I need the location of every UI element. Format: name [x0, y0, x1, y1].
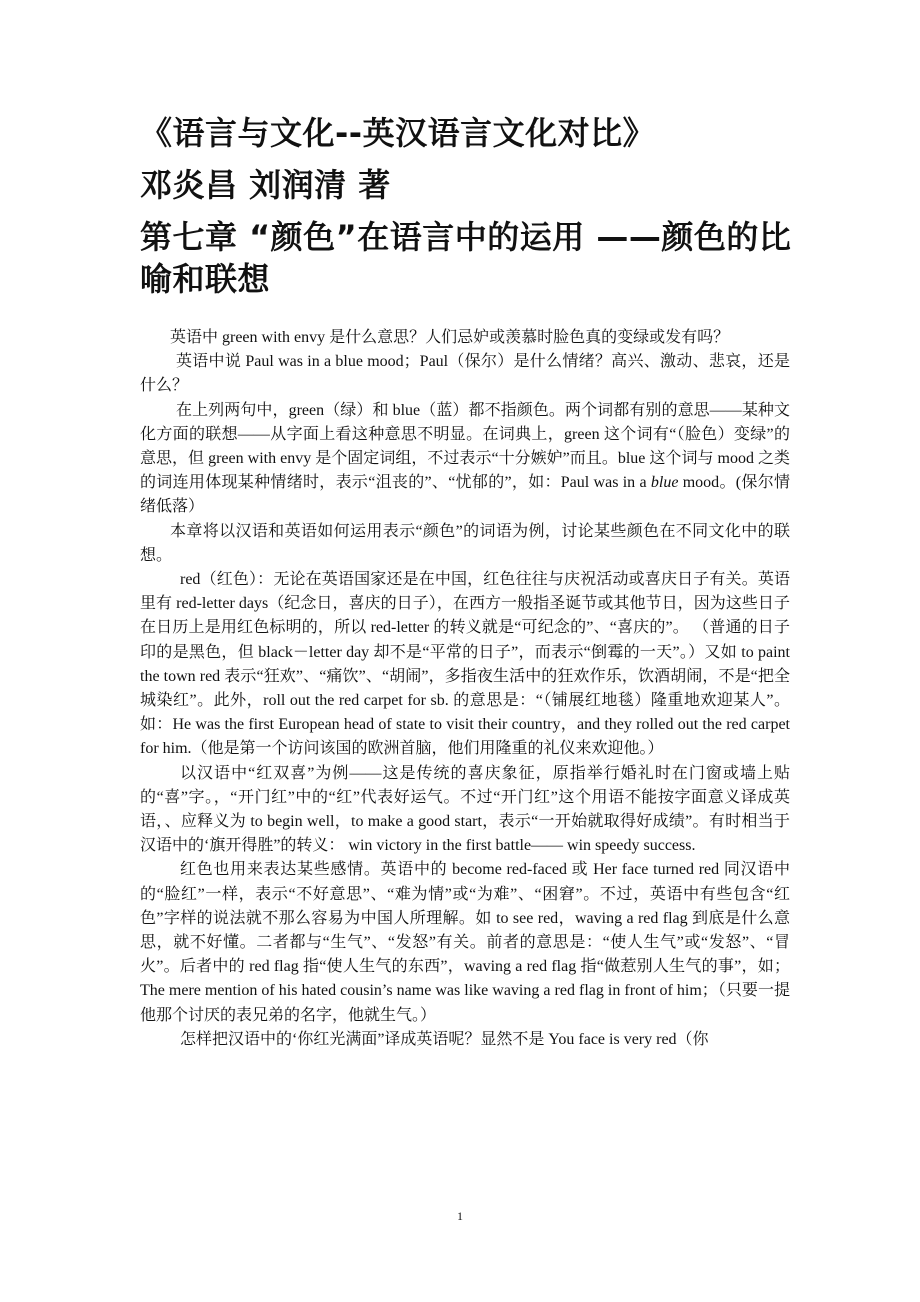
- page-number: 1: [457, 1209, 463, 1223]
- paragraph-text: 在上列两句中，green（绿）和 blue（蓝）都不指颜色。两个词都有别的意思——某种文化方面的联想——从字面上看这种意思不明显。在词典上，green 这个词有“（脸色）变绿”的意思，但 green with envy 是个固定词组，不过表示“十分嫉妒”而且。blue 这个词与 mood 之类的词连用体现某种情绪时，表示“沮丧的”、“忧郁的”，如：Paul was in a: [140, 401, 790, 492]
- paragraph: 本章将以汉语和英语如何运用表示“颜色”的词语为例，讨论某些颜色在不同文化中的联想。: [140, 522, 790, 564]
- paragraph: 英语中说 Paul was in a blue mood；Paul（保尔）是什么情绪？高兴、激动、悲哀，还是什么？: [140, 353, 790, 395]
- paragraph: red（红色）：无论在英语国家还是在中国，红色往往与庆祝活动或喜庆日子有关。英语里有 red-letter days（纪念日，喜庆的日子），在西方一般指圣诞节或其他节日，因为这些日子在日历上是用红色标明的，所以 red-letter 的转义就是“可纪念的”、“喜庆的”。 （普通的日子印的是黑色，但 black－letter day 却不是“平常的日子”，而表示“倒霉的一天”。）又如 to paint the town red 表示“狂欢”、“痛饮”、“胡闹”，多指夜生活中的狂欢作乐，饮酒胡闹，不是“把全城染红”。此外，roll out the red carpet for sb. 的意思是：“（铺展红地毯）隆重地欢迎某人”。如：He was the first European head of state to visit their country，and they rolled out the red carpet for him.（他是第一个访问该国的欧洲首脑，他们用隆重的礼仪来欢迎他。）: [140, 571, 790, 758]
- paragraph-text: mood。(保尔情绪低落）: [140, 474, 790, 516]
- paragraph: 英语中 green with envy 是什么意思？人们忌妒或羡慕时脸色真的变绿或发有吗？: [170, 329, 730, 346]
- italic-word: blue: [650, 474, 679, 492]
- chapter-title: 第七章 “颜色”在语言中的运用 ——颜色的比喻和联想: [140, 218, 792, 298]
- paragraph: 以汉语中“红双喜”为例——这是传统的喜庆象征，原指举行婚礼时在门窗或墙上贴的“喜”字。，“开门红”中的“红”代表好运气。不过“开门红”这个用语不能按字面意义译成英语，、应释义为 to begin well，to make a good start，表示“一开始就取得好成绩”。有时相当于汉语中的‘旗开得胜”的转义： win victory in the first battle—— win speedy success.: [140, 764, 790, 855]
- paragraph: 怎样把汉语中的‘你红光满面”译成英语呢？显然不是 You face is very red（你: [180, 1030, 709, 1048]
- paragraph: [140, 399, 790, 520]
- title-block: [140, 112, 800, 300]
- body-text: [140, 326, 790, 1052]
- book-title: 《语言与文化--英汉语言文化对比》: [140, 114, 656, 152]
- authors: 邓炎昌 刘润清 著: [140, 166, 391, 204]
- paragraph: 红色也用来表达某些感情。英语中的 become red-faced 或 Her face turned red 同汉语中的“脸红”一样，表示“不好意思”、“难为情”或“为难”、“困窘”。不过，英语中有些包含“红色”字样的说法就不那么容易为中国人所理解。如 to see red，waving a red flag 到底是什么意思，就不好懂。二者都与“生气”、“发怒”有关。前者的意思是：“使人生气”或“发怒”、“冒火”。后者中的 red flag 指“使人生气的东西”，waving a red flag 指“做惹别人生气的事”，如；The mere mention of his hated cousin’s name was like waving a red flag in front of him；（只要一提他那个讨厌的表兄弟的名字，他就生气。）: [140, 861, 790, 1024]
